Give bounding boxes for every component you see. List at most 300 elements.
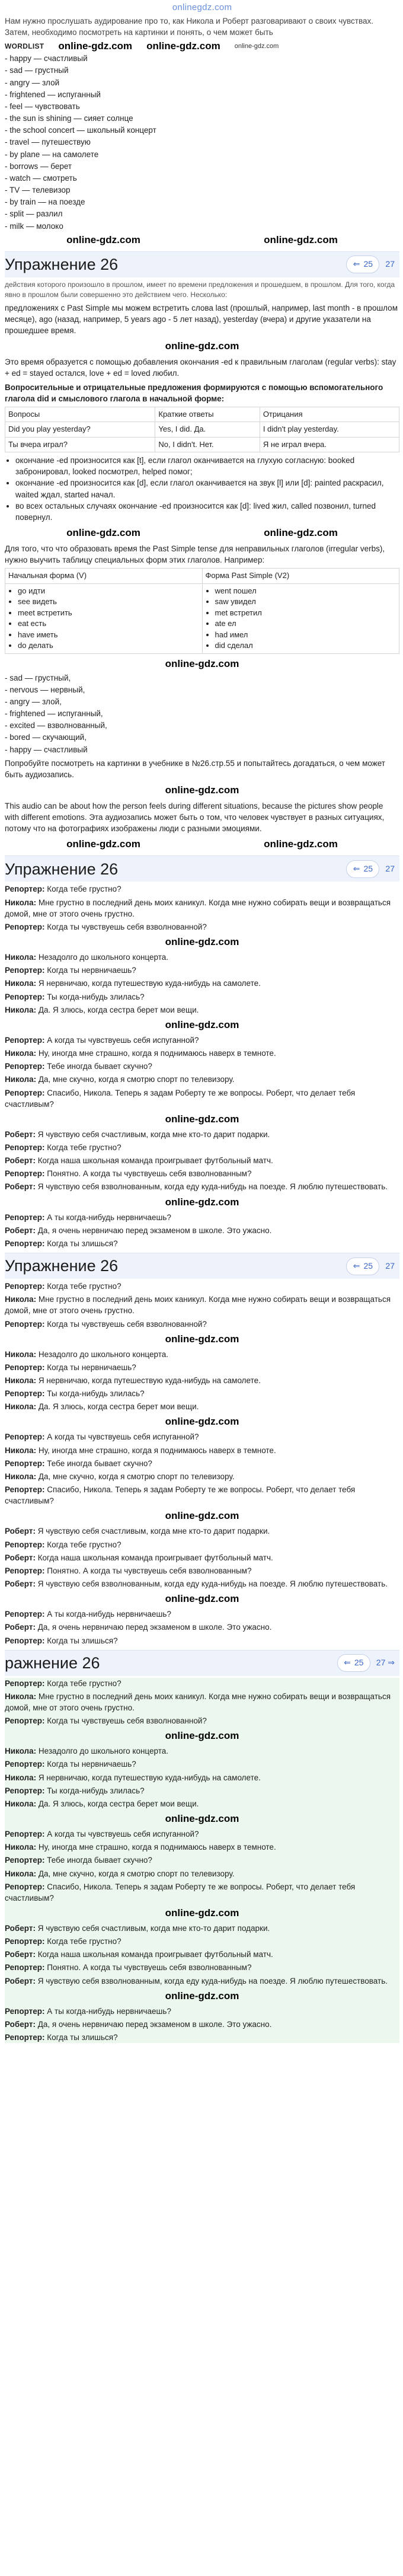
prev-number: 25 [363, 1260, 373, 1271]
dialog-line [5, 1975, 399, 1987]
watermark: online-gdz.com [264, 838, 338, 850]
watermark-row [5, 1811, 399, 1827]
speaker-text: Да. Я злюсь, когда сестра берет мои вещи. [38, 1005, 199, 1014]
verb-forms-table [5, 568, 399, 653]
verb-form: • meet встретить [18, 608, 199, 618]
watermark-row [5, 1508, 399, 1524]
watermark-row [5, 1112, 399, 1127]
table-header: Начальная форма (V) [5, 569, 203, 583]
arrow-left-icon: ⇐ [353, 259, 360, 269]
prev-exercise-button[interactable] [337, 1654, 370, 1672]
table-cell: Yes, I did. Да. [155, 422, 260, 437]
verb-form: • did сделал [215, 640, 396, 651]
speaker-name: Репортер: [5, 2006, 47, 2016]
dialog-transcript [5, 1678, 399, 2044]
dialog-line [5, 1294, 399, 1316]
verb-form: • eat есть [18, 618, 199, 629]
speaker-name: Репортер: [5, 1963, 47, 1972]
watermark-row [5, 1988, 399, 2004]
forms-left-list [8, 586, 199, 652]
speaker-text: Понятно. А когда ты чувствуешь себя взволнованным? [47, 1566, 252, 1575]
arrow-left-icon: ⇐ [353, 1260, 360, 1271]
speaker-text: Когда ты чувствуешь себя взволнованной? [47, 1319, 207, 1329]
dialog-line [5, 1087, 399, 1110]
speaker-name: Роберт: [5, 1950, 38, 1959]
rule-list [5, 455, 399, 523]
verb-form: • do делать [18, 640, 199, 651]
arrow-left-icon: ⇐ [344, 1658, 351, 1668]
vocab-item: - happy — счастливый [5, 54, 88, 63]
verb-form: • have иметь [18, 630, 199, 640]
speaker-name: Репортер: [5, 2033, 47, 2042]
dialog-line [5, 1785, 399, 1796]
vocab-item: - frightened — испуганный [5, 90, 101, 99]
verb-form: • met встретил [215, 608, 396, 618]
speaker-text: Когда наша школьная команда проигрывает футбольный матч. [37, 1553, 273, 1562]
watermark: online-gdz.com [165, 657, 239, 669]
speaker-text: Когда тебе грустно? [47, 885, 121, 894]
dialog-line [5, 1854, 399, 1866]
watermark: online-gdz.com [165, 1990, 239, 2002]
dialog-line [5, 897, 399, 920]
speaker-text: Спасибо, Никола. Теперь я задам Роберту те же вопросы. Роберт, что делает тебя счастливым? [5, 1485, 356, 1506]
dialog-line [5, 1758, 399, 1770]
speaker-text: Спасибо, Никола. Теперь я задам Роберту те же вопросы. Роберт, что делает тебя счастливым? [5, 1088, 356, 1109]
speaker-name: Репортер: [5, 1432, 47, 1442]
watermark-row [5, 1195, 399, 1210]
speaker-name: Репортер: [5, 1678, 47, 1688]
speaker-name: Репортер: [5, 1088, 47, 1097]
speaker-name: Никола: [5, 953, 39, 962]
watermark: online-gdz.com [165, 1196, 239, 1208]
speaker-text: Я чувствую себя взволнованным, когда еду куда-нибудь на поезде. Я люблю путешествовать. [37, 1579, 388, 1589]
speaker-text: Когда ты чувствуешь себя взволнованной? [47, 1716, 207, 1726]
dialog-line [5, 1798, 399, 1809]
watermark-row [5, 1591, 399, 1607]
table-header: Краткие ответы [155, 407, 260, 422]
dialog-line [5, 1375, 399, 1386]
dialog-line [5, 1401, 399, 1412]
rule-item: • во всех остальных случаях окончание -ed произносится как [d]: lived жил, called позвонил, turned повернул. [15, 500, 399, 523]
speaker-name: Репортер: [5, 966, 47, 975]
speaker-name: Репортер: [5, 1760, 47, 1769]
speaker-text: Когда наша школьная команда проигрывает футбольный матч. [37, 1950, 273, 1959]
speaker-name: Роберт: [5, 1129, 38, 1139]
paragraph: Для того, что что образовать время the Past Simple tense для неправильных глаголов (irregular verbs), нужно выучить таблицу специальных форм этих глаголов. Например: [5, 544, 385, 565]
speaker-text: Я нервничаю, когда путешествую куда-нибудь на самолете. [38, 979, 261, 988]
speaker-text: Мне грустно в последний день моих каникул. Когда мне нужно собирать вещи и возвращаться домой, мне от этого очень грустно. [5, 1295, 391, 1316]
dialog-line [5, 1565, 399, 1576]
watermark: online-gdz.com [165, 1510, 239, 1522]
speaker-text: Когда тебе грустно? [47, 1937, 121, 1946]
speaker-text: Да, мне скучно, когда я смотрю спорт по телевизору. [38, 1471, 235, 1481]
watermark-row [5, 232, 399, 248]
watermark-row [5, 339, 399, 354]
next-exercise-link[interactable]: 27 [385, 1260, 395, 1271]
speaker-text: Да. Я злюсь, когда сестра берет мои вещи. [38, 1799, 199, 1808]
speaker-text: Понятно. А когда ты чувствуешь себя взволнованным? [47, 1963, 252, 1972]
paragraph: Это время образуется с помощью добавления окончания -ed к правильным глаголам (regular verbs): stay + ed = stayed остался, love + ed = loved любил. [5, 357, 396, 378]
speaker-name: Роберт: [5, 1623, 38, 1632]
speaker-text: Да, мне скучно, когда я смотрю спорт по телевизору. [38, 1075, 235, 1084]
speaker-text: Ну, иногда мне страшно, когда я поднимаюсь наверх в темноте. [38, 1843, 276, 1852]
speaker-text: Ну, иногда мне страшно, когда я поднимаюсь наверх в темноте. [38, 1049, 276, 1058]
watermark-row [5, 783, 399, 798]
exercise-nav [346, 256, 395, 273]
speaker-text: Я чувствую себя взволнованным, когда еду куда-нибудь на поезде. Я люблю путешествовать. [37, 1976, 388, 1986]
speaker-name: Никола: [5, 1843, 39, 1852]
speaker-text: Когда тебе грустно? [47, 1540, 121, 1549]
speaker-name: Репортер: [5, 1212, 47, 1222]
speaker-text: Ну, иногда мне страшно, когда я поднимаюсь наверх в темноте. [38, 1445, 276, 1455]
dialog-line [5, 2032, 399, 2043]
speaker-name: Роберт: [5, 1527, 38, 1536]
speaker-text: Я нервничаю, когда путешествую куда-нибудь на самолете. [38, 1773, 261, 1782]
watermark-row [5, 1905, 399, 1921]
dialog-line [5, 1155, 399, 1166]
watermark-row [5, 934, 399, 950]
verb-form: • ate ел [215, 618, 396, 629]
speaker-text: Ты когда-нибудь злилась? [47, 1786, 145, 1795]
dialog-line [5, 1635, 399, 1646]
watermark: online-gdz.com [165, 1907, 239, 1919]
dialog-line [5, 921, 399, 933]
speaker-name: Репортер: [5, 885, 47, 894]
table-cell: Did you play yesterday? [5, 422, 155, 437]
speaker-name: Никола: [5, 1295, 39, 1304]
speaker-name: Репортер: [5, 1238, 47, 1248]
speaker-text: А когда ты чувствуешь себя испуганной? [47, 1432, 199, 1442]
speaker-name: Репортер: [5, 1937, 47, 1946]
speaker-name: Репортер: [5, 1062, 47, 1071]
speaker-text: Да, мне скучно, когда я смотрю спорт по телевизору. [38, 1869, 235, 1878]
table-row [5, 422, 399, 437]
speaker-name: Роберт: [5, 1579, 38, 1589]
watermark: online-gdz.com [66, 838, 140, 850]
dialog-line [5, 1362, 399, 1373]
dialog-line [5, 1841, 399, 1853]
speaker-name: Репортер: [5, 992, 47, 1001]
speaker-text: Когда ты нервничаешь? [47, 1362, 136, 1372]
dialog-line [5, 1388, 399, 1399]
watermark: online-gdz.com [165, 1019, 239, 1030]
speaker-text: Когда ты нервничаешь? [47, 966, 136, 975]
exercise-title: Упражнение 26 [5, 860, 119, 878]
verb-form: • had имел [215, 630, 396, 640]
watermark: online-gdz.com [165, 1333, 239, 1345]
speaker-text: Ты когда-нибудь злилась? [47, 992, 145, 1001]
verb-form: • saw увидел [215, 596, 396, 607]
speaker-name: Роберт: [5, 2019, 38, 2029]
speaker-name: Никола: [5, 1799, 39, 1808]
dialog-line [5, 1349, 399, 1360]
dialog-line [5, 1319, 399, 1330]
dialog-line [5, 952, 399, 963]
speaker-text: Незадолго до школьного концерта. [38, 953, 168, 962]
speaker-text: Да, я очень нервничаю перед экзаменом в школе. Это ужасно. [37, 1623, 272, 1632]
arrow-left-icon: ⇐ [353, 864, 360, 874]
speaker-name: Репортер: [5, 1485, 47, 1495]
dialog-line [5, 1962, 399, 1973]
speaker-text: Понятно. А когда ты чувствуешь себя взволнованным? [47, 1169, 252, 1179]
site-logo[interactable]: onlinegdz.com [172, 2, 232, 12]
exercise-header [5, 251, 399, 277]
dialog-line [5, 1715, 399, 1726]
watermark: online-gdz.com [165, 1416, 239, 1428]
exercise-nav [337, 1654, 395, 1672]
speaker-name: Никола: [5, 1773, 39, 1782]
dialog-line [5, 1552, 399, 1563]
table-header: Форма Past Simple (V2) [202, 569, 399, 583]
next-exercise-link[interactable]: 27 [385, 864, 395, 874]
speaker-name: Роберт: [5, 1182, 38, 1192]
speaker-name: Репортер: [5, 1636, 47, 1645]
dialog-line [5, 1868, 399, 1879]
dialog-line [5, 1949, 399, 1960]
dialog-line [5, 1691, 399, 1713]
dialog-line [5, 1048, 399, 1059]
speaker-name: Роберт: [5, 1924, 38, 1933]
dialog-line [5, 991, 399, 1003]
prev-exercise-button[interactable] [346, 1257, 379, 1275]
verb-form: • see видеть [18, 596, 199, 607]
watermark: online-gdz.com [165, 1113, 239, 1125]
speaker-name: Репортер: [5, 1282, 47, 1291]
watermark-row [5, 525, 399, 541]
speaker-text: Да, я очень нервничаю перед экзаменом в школе. Это ужасно. [37, 2019, 272, 2029]
speaker-name: Никола: [5, 1747, 39, 1756]
speaker-name: Репортер: [5, 1169, 47, 1179]
speaker-name: Репортер: [5, 1142, 47, 1152]
vocab-item: - excited — взволнованный, [5, 721, 107, 730]
table-header: Вопросы [5, 407, 155, 422]
speaker-text: Тебе иногда бывает скучно? [47, 1062, 152, 1071]
vocab-item: - TV — телевизор [5, 186, 71, 195]
dialog-transcript [5, 883, 399, 1249]
speaker-text: Незадолго до школьного концерта. [38, 1747, 168, 1756]
vocab-item: - travel — путешествую [5, 138, 91, 147]
vocab-item: - sad — грустный [5, 66, 69, 75]
rule-item: • окончание -ed произносится как [d], если глагол оканчивается на звук [l] или [d]: painted раскрасил, waited ждал, started начал. [15, 477, 399, 500]
dialog-line [5, 1936, 399, 1947]
speaker-text: А когда ты чувствуешь себя испуганной? [47, 1830, 199, 1839]
dialog-line [5, 1445, 399, 1456]
speaker-text: Ты когда-нибудь злилась? [47, 1389, 145, 1399]
speaker-name: Роберт: [5, 1156, 38, 1166]
speaker-name: Репортер: [5, 1786, 47, 1795]
dialog-line [5, 1458, 399, 1469]
watermark: online-gdz.com [58, 40, 133, 52]
vocab-item: - angry — злой [5, 78, 60, 87]
speaker-name: Никола: [5, 1471, 39, 1481]
dialog-line [5, 1881, 399, 1904]
grammar-table [5, 407, 399, 452]
speaker-name: Никола: [5, 1005, 39, 1014]
speaker-text: А когда ты чувствуешь себя испуганной? [47, 1035, 199, 1045]
speaker-name: Никола: [5, 898, 39, 907]
dialog-line [5, 1181, 399, 1192]
speaker-text: Я нервничаю, когда путешествую куда-нибудь на самолете. [38, 1376, 261, 1385]
verb-form: • went пошел [215, 586, 396, 596]
vocab-item: - feel — чувствовать [5, 101, 80, 111]
watermark: online-gdz.com [165, 1730, 239, 1742]
speaker-text: Когда ты нервничаешь? [47, 1760, 136, 1769]
dialog-line [5, 883, 399, 895]
dialog-line [5, 1168, 399, 1179]
prev-number: 25 [354, 1658, 364, 1668]
exercise-title: Упражнение 26 [5, 255, 119, 273]
speaker-name: Никола: [5, 979, 39, 988]
watermark: online-gdz.com [165, 784, 239, 796]
prev-exercise-button[interactable] [346, 256, 379, 273]
dialog-line [5, 1035, 399, 1046]
watermark-small: online-gdz.com [234, 42, 279, 50]
dialog-line [5, 1129, 399, 1140]
speaker-text: Когда ты злишься? [47, 1238, 118, 1248]
speaker-name: Никола: [5, 1349, 39, 1359]
speaker-text: А ты когда-нибудь нервничаешь? [47, 1610, 171, 1619]
watermark: online-gdz.com [264, 234, 338, 245]
speaker-text: Незадолго до школьного концерта. [38, 1349, 168, 1359]
watermark: online-gdz.com [264, 527, 338, 539]
speaker-text: Тебе иногда бывает скучно? [47, 1856, 152, 1865]
speaker-name: Репортер: [5, 1830, 47, 1839]
speaker-name: Репортер: [5, 1458, 47, 1468]
speaker-name: Никола: [5, 1075, 39, 1084]
next-exercise-link[interactable]: 27 ⇒ [376, 1658, 395, 1668]
watermark-row [5, 837, 399, 852]
dialog-line [5, 1772, 399, 1783]
speaker-name: Репортер: [5, 922, 47, 931]
vocab-item: - milk — молоко [5, 221, 63, 231]
vocab-item: - by train — на поезде [5, 197, 85, 207]
speaker-text: А ты когда-нибудь нервничаешь? [47, 2006, 171, 2016]
dialog-line [5, 1539, 399, 1550]
vocab-item: - frightened — испуганный, [5, 709, 103, 719]
dialog-line [5, 1431, 399, 1442]
speaker-text: Когда тебе грустно? [47, 1282, 121, 1291]
watermark-row [5, 1728, 399, 1744]
emotion-vocab-list [5, 672, 399, 755]
speaker-text: Тебе иногда бывает скучно? [47, 1458, 152, 1468]
vocab-item: - bored — скучающий, [5, 733, 87, 742]
watermark: online-gdz.com [146, 40, 220, 52]
speaker-text: Мне грустно в последний день моих каникул. Когда мне нужно собирать вещи и возвращаться домой, мне от этого очень грустно. [5, 1691, 391, 1712]
speaker-text: Я чувствую себя счастливым, когда мне кто-то дарит подарки. [37, 1924, 270, 1933]
vocab-item: - nervous — нервный, [5, 685, 85, 694]
vocab-item: - watch — смотреть [5, 173, 77, 183]
prev-number: 25 [363, 864, 373, 874]
speaker-name: Никола: [5, 1402, 39, 1412]
dialog-line [5, 1238, 399, 1249]
watermark: online-gdz.com [165, 936, 239, 948]
wordlist-row [5, 40, 399, 52]
dialog-line [5, 978, 399, 989]
speaker-text: Когда ты злишься? [47, 2033, 118, 2042]
speaker-text: Когда ты злишься? [47, 1636, 118, 1645]
dialog-line [5, 1745, 399, 1757]
speaker-name: Роберт: [5, 1225, 38, 1235]
paragraph: предложениях с Past Simple мы можем встретить слова last (прошлый, например, last month - в прошлом месяце), ago (назад, например, 5 years ago - 5 лет назад), yesterday (вчера) и другие указатели на прошедшее время. [5, 303, 398, 336]
intro-text: Нам нужно прослушать аудирование про то, как Никола и Роберт разговаривают о своих чувствах. Затем, необходимо посмотреть на картинки и понять, о чем может быть [5, 17, 374, 37]
next-exercise-link[interactable]: 27 [385, 259, 395, 269]
speaker-text: Спасибо, Никола. Теперь я задам Роберту те же вопросы. Роберт, что делает тебя счастливым? [5, 1882, 356, 1903]
exercise-title: Упражнение 26 [5, 1257, 119, 1275]
vocab-item: - happy — счастливый [5, 745, 88, 754]
dialog-line [5, 2019, 399, 2030]
dialog-transcript [5, 1281, 399, 1646]
watermark: online-gdz.com [66, 527, 140, 539]
dialog-line [5, 1142, 399, 1153]
exercise-header [5, 856, 399, 882]
verb-form: • go идти [18, 586, 199, 596]
speaker-text: Я чувствую себя взволнованным, когда еду куда-нибудь на поезде. Я люблю путешествовать. [37, 1182, 388, 1192]
speaker-name: Репортер: [5, 1610, 47, 1619]
vocab-item: - the school concert — школьный концерт [5, 126, 156, 135]
prev-exercise-button[interactable] [346, 860, 379, 878]
dialog-line [5, 1828, 399, 1840]
dialog-line [5, 2006, 399, 2017]
speaker-text: Да. Я злюсь, когда сестра берет мои вещи. [38, 1402, 199, 1412]
table-cell: Я не играл вчера. [260, 437, 399, 452]
exercise-title: ражнение 26 [5, 1654, 100, 1672]
table-cell: I didn't play yesterday. [260, 422, 399, 437]
speaker-name: Роберт: [5, 1553, 38, 1562]
dialog-line [5, 1578, 399, 1589]
speaker-name: Репортер: [5, 1856, 47, 1865]
speaker-name: Репортер: [5, 1362, 47, 1372]
exercise-header [5, 1253, 399, 1279]
speaker-name: Никола: [5, 1376, 39, 1385]
dialog-line [5, 965, 399, 976]
watermark-row [5, 1414, 399, 1429]
speaker-text: Мне грустно в последний день моих каникул. Когда мне нужно собирать вещи и возвращаться домой, мне от этого очень грустно. [5, 898, 391, 918]
speaker-name: Репортер: [5, 1540, 47, 1549]
exercise-nav [346, 1257, 395, 1275]
paragraph: Попробуйте посмотреть на картинки в учебнике в №26.стр.55 и попытайтесь догадаться, о чем может быть аудиозапись. [5, 758, 385, 779]
dialog-line [5, 1484, 399, 1506]
wordlist-title: WORDLIST [5, 42, 44, 50]
vocab-item: - sad — грустный, [5, 673, 71, 682]
watermark: online-gdz.com [165, 1813, 239, 1824]
forms-right-list [206, 586, 396, 652]
dialog-line [5, 1225, 399, 1236]
dialog-line [5, 1212, 399, 1223]
vocab-item: - by plane — на самолете [5, 149, 99, 159]
dialog-line [5, 1061, 399, 1072]
paragraph: This audio can be about how the person feels during different situations, because the pictures show people with different emotions. Эта аудиозапись может быть о том, что человек чувствует в разных ситуациях, потому что на фотографиях изображены люди с разными эмоциями. [5, 802, 385, 834]
table-cell: Ты вчера играл? [5, 437, 155, 452]
speaker-name: Никола: [5, 1445, 39, 1455]
dialog-line [5, 1923, 399, 1934]
dialog-line [5, 1678, 399, 1689]
speaker-name: Репортер: [5, 1882, 47, 1891]
watermark: online-gdz.com [165, 1593, 239, 1605]
table-cell: No, I didn't. Нет. [155, 437, 260, 452]
dialog-line [5, 1621, 399, 1633]
dialog-line [5, 1608, 399, 1620]
speaker-name: Репортер: [5, 1319, 47, 1329]
dialog-line [5, 1074, 399, 1085]
speaker-name: Репортер: [5, 1566, 47, 1575]
vocab-item: - borrows — берет [5, 161, 72, 171]
watermark-row [5, 656, 399, 672]
speaker-text: Когда ты чувствуешь себя взволнованной? [47, 922, 207, 931]
paragraph: действия которого произошло в прошлом, имеет по времени предложения и прошедшем, в прошлом. Для того, когда явно в прошлом были совершенно это действием чего. Несколько: [5, 280, 395, 299]
table-row [5, 437, 399, 452]
watermark: online-gdz.com [66, 234, 140, 245]
vocab-item: - angry — злой, [5, 697, 62, 706]
